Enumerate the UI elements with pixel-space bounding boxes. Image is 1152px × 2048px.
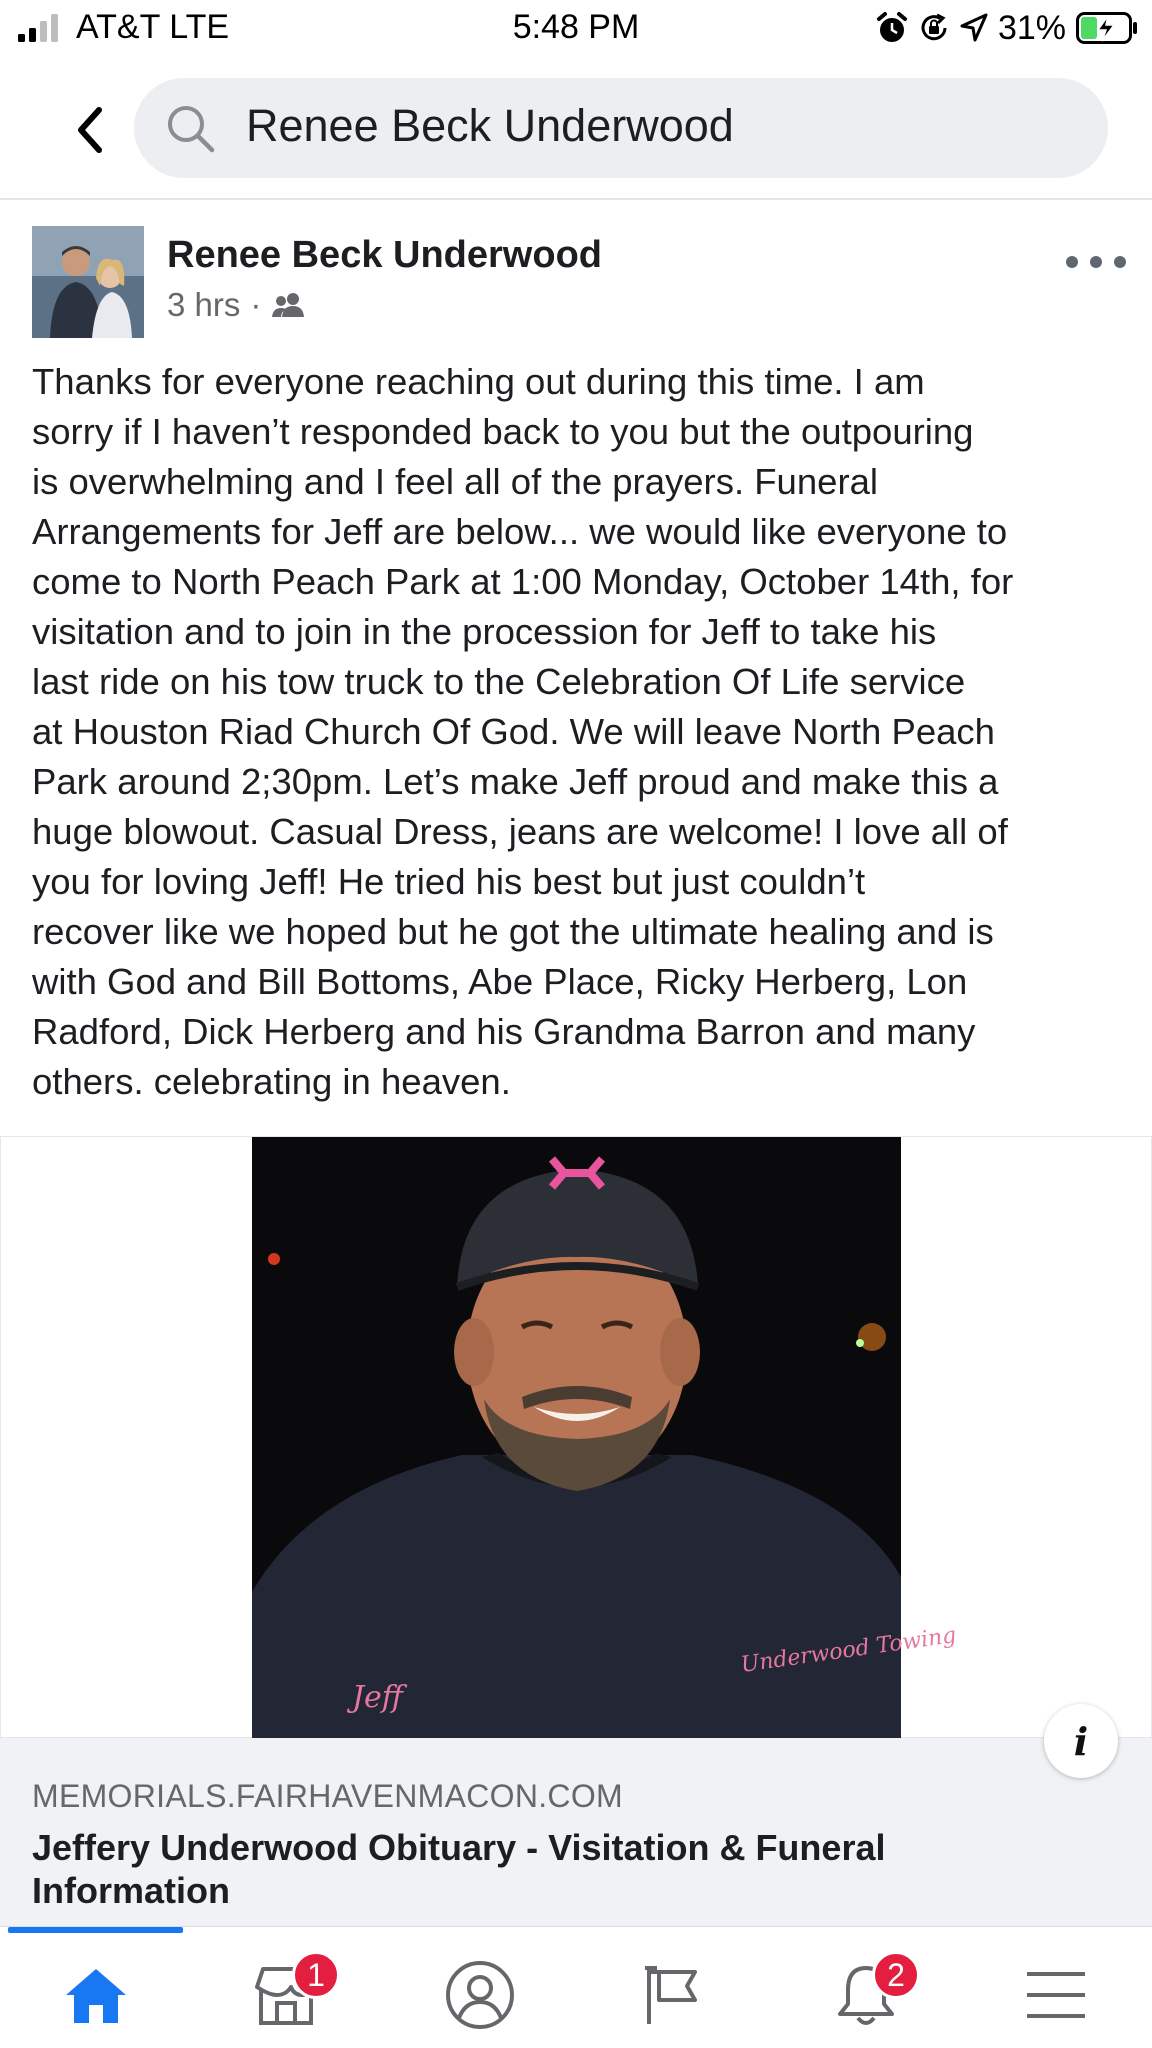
home-icon xyxy=(63,1965,129,2025)
meta-separator: · xyxy=(250,286,262,323)
tab-menu[interactable] xyxy=(1006,1947,1106,2043)
battery-percent: 31% xyxy=(997,8,1066,47)
link-info-box[interactable] xyxy=(0,1738,1152,1926)
notifications-badge: 2 xyxy=(872,1951,920,1999)
post-timestamp[interactable]: 3 hrs xyxy=(167,286,241,323)
post-meta xyxy=(167,286,305,324)
back-chevron-icon xyxy=(73,106,105,154)
preview-photo[interactable] xyxy=(252,1137,958,1739)
marketplace-badge: 1 xyxy=(292,1951,340,1999)
search-icon xyxy=(164,102,216,154)
post-author[interactable]: Renee Beck Underwood xyxy=(167,234,602,276)
tab-pages[interactable] xyxy=(622,1947,722,2043)
active-tab-indicator xyxy=(8,1927,183,1933)
post-body: Thanks for everyone reaching out during this time. I am sorry if I haven’t responded back to you but the outpouring is overwhelming and I feel all of the prayers. Funeral Arrangements for Jeff are below... we would like everyone to come to North Peach Park at 1:00 Monday, October 14th, for visitation and to join in the procession for Jeff to take his last ride on his tow truck to the Celebration Of Life service at Houston Riad Church Of God. We will leave North Peach Park around 2;30pm. Let’s make Jeff proud and make this a huge blowout. Casual Dress, jeans are welcome! I love all of you for loving Jeff! He tried his best but just couldn’t recover like we hoped but he got the ultimate healing and is with God and Bill Bottoms, Abe Place, Ricky Herberg, Lon Radford, Dick Herberg and his Grandma Barron and many others. celebrating in heaven. xyxy=(32,361,1014,1102)
tab-home[interactable] xyxy=(46,1947,146,2043)
clock: 5:48 PM xyxy=(512,8,640,46)
status-bar xyxy=(0,0,1152,56)
battery-charging-icon xyxy=(1076,12,1138,44)
status-icons xyxy=(876,8,1138,48)
tab-profile[interactable] xyxy=(430,1947,530,2043)
preview-image-frame xyxy=(0,1136,1152,1738)
rotation-lock-icon xyxy=(918,12,950,44)
location-arrow-icon xyxy=(960,13,988,43)
search-query: Renee Beck Underwood xyxy=(246,100,734,151)
menu-icon xyxy=(1025,1970,1087,2020)
tab-marketplace[interactable] xyxy=(236,1947,336,2043)
shirt-text-right: Underwood Towing xyxy=(739,1622,958,1678)
search-header xyxy=(0,56,1152,200)
link-domain: MEMORIALS.FAIRHAVENMACON.COM xyxy=(32,1778,623,1814)
info-button[interactable]: i xyxy=(1044,1704,1118,1778)
link-preview[interactable] xyxy=(0,1136,1152,1926)
tab-bar xyxy=(0,1926,1152,2048)
search-input[interactable] xyxy=(134,78,1108,178)
back-button[interactable] xyxy=(62,100,116,160)
more-options-icon xyxy=(1066,256,1078,268)
tab-notifications[interactable] xyxy=(816,1947,916,2043)
alarm-icon xyxy=(876,11,908,45)
profile-icon xyxy=(445,1960,515,2030)
memorial-photo xyxy=(252,1137,958,1739)
shirt-text-left: Jeff xyxy=(352,1680,404,1715)
author-avatar[interactable] xyxy=(32,226,144,338)
friends-icon xyxy=(271,291,305,319)
flag-icon xyxy=(643,1964,701,2026)
link-title[interactable]: Jeffery Underwood Obituary - Visitation & Funeral Information xyxy=(32,1827,886,1911)
carrier-label: AT&T LTE xyxy=(76,8,230,46)
more-options-button[interactable] xyxy=(1066,242,1126,282)
avatar-photo xyxy=(32,226,144,338)
